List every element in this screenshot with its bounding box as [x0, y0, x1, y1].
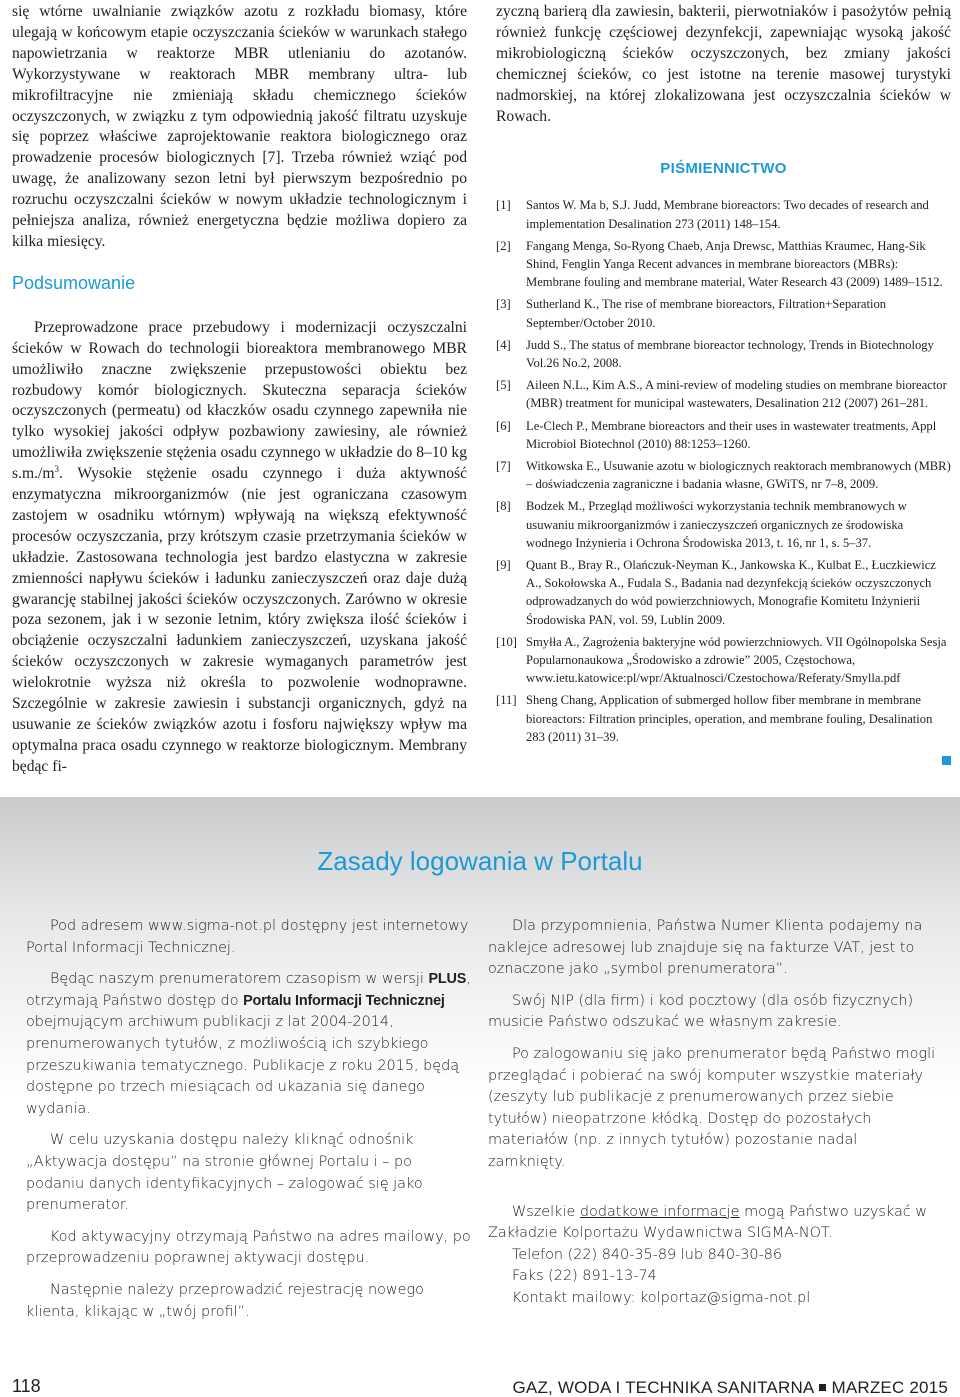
- reference-text: Le-Clech P., Membrane bioreactors and their uses in wastewater treatments, Appl Microbiol Biotechnol (2010) 88:1253–1260.: [526, 418, 937, 451]
- reference-number: [6]: [496, 418, 511, 433]
- info-paragraph: Następnie należy przeprowadzić rejestrację nowego klienta, klikając w „twój profil”.: [26, 1281, 424, 1320]
- article-right-column: [496, 2, 951, 750]
- reference-number: [7]: [496, 458, 511, 473]
- reference-item: [496, 691, 951, 746]
- reference-item: [496, 633, 951, 688]
- info-paragraph: Kod aktywacyjny otrzymają Państwo na adres mailowy, po przeprowadzeniu poprawnej aktywacji dostępu.: [26, 1228, 471, 1267]
- reference-text: Witkowska E., Usuwanie azotu w biologicznych reaktorach membranowych (MBR) – doświadczenia zagraniczne i badania własne, GWiTS, nr 7–8, 2009.: [526, 458, 951, 492]
- reference-number: [1]: [496, 198, 511, 213]
- reference-number: [2]: [496, 238, 511, 253]
- reference-text: Santos W. Ma b, S.J. Judd, Membrane bioreactors: Two decades of research and implementation Desalination 273 (2011) 148–154.: [526, 198, 929, 231]
- info-paragraph: Swój NIP (dla firm) i kod pocztowy (dla osób fizycznych) musicie Państwo odszukać we własnym zakresie.: [488, 992, 914, 1031]
- body-paragraph: zyczną barierą dla zawiesin, bakterii, pierwotniaków i pasożytów pełnią również funkcję częściowej dezynfekcji, zapewniając wysoką jakość mikrobiologiczną ścieków oczyszczonych, bez zmiany jakości chemicznej ścieków, co jest istotne na terenie masowej turystyki nadmorskiej, na której zlokalizowana jest oczyszczalnia ścieków w Rowach.: [496, 3, 951, 125]
- journal-footer: [512, 1378, 948, 1397]
- additional-info-link[interactable]: dodatkowe informacje: [579, 1203, 740, 1220]
- issue-date: MARZEC 2015: [831, 1378, 948, 1397]
- references-heading: PIŚMIENNICTWO: [660, 160, 787, 178]
- reference-text: Judd S., The status of membrane bioreactor technology, Trends in Biotechnology Vol.26 No.2, 2008.: [526, 337, 934, 370]
- reference-text: Smyłła A., Zagrożenia bakteryjne wód powierzchniowych. VII Ogólnopolska Sesja Popularnonaukowa „Środowisko a zdrowie” 2005, Częstochowa, www.ietu.katowice:pl/wpr/Aktualnosci/Czestochowa/Referaty/Smylla.pdf: [526, 634, 947, 686]
- reference-number: [4]: [496, 337, 511, 352]
- article-left-column: [12, 2, 467, 778]
- info-paragraph: Wszelkie dodatkowe informacje mogą Państwo uzyskać w Zakładzie Kolportażu Wydawnictwa SIGMA-NOT.: [488, 1203, 928, 1242]
- reference-item: [496, 295, 951, 331]
- portal-name: Portalu Informacji Technicznej: [243, 992, 445, 1009]
- reference-item: [496, 497, 951, 552]
- info-paragraph: Dla przypomnienia, Państwa Numer Klienta podajemy na naklejce adresowej lub znajduje się na fakturze VAT, jest to oznaczone jako „symbol prenumeratora”.: [488, 918, 923, 978]
- page-number: 118: [12, 1376, 41, 1396]
- reference-item: [496, 417, 951, 453]
- journal-name: GAZ, WODA I TECHNIKA SANITARNA: [512, 1378, 815, 1397]
- info-paragraph: Po zalogowaniu się jako prenumerator będą Państwo mogli przeglądać i pobierać na swój komputer wszystkie materiały (zeszyty lub publikacje z prenumerowanych przez siebie tytułów) nieopatrzone kłódką. Dostęp do pozostałych materiałów (np. z innych tytułów) pozostanie nadal zamknięty.: [488, 1045, 936, 1170]
- reference-item: [496, 376, 951, 412]
- plus-label: PLUS: [428, 971, 467, 988]
- reference-number: [8]: [496, 499, 511, 514]
- info-box-right-column: [488, 916, 936, 1310]
- reference-text: Aileen N.L., Kim A.S., A mini-review of modeling studies on membrane bioreactor (MBR) treatment for municipal wastewaters, Desalination 212 (2007) 261–281.: [526, 378, 947, 411]
- reference-number: [5]: [496, 378, 511, 393]
- info-box-title: Zasady logowania w Portalu: [317, 846, 643, 876]
- reference-text: Fangang Menga, So-Ryong Chaeb, Anja Drewsc, Matthias Kraumec, Hang-Sik Shind, Fenglin Yanga Recent advances in membrane bioreactors (MBRs): Membrane fouling and membrane material, Water Research 43 (2009) 1489–1512.: [526, 238, 943, 290]
- info-box-left-column: [26, 916, 472, 1333]
- reference-text: Bodzek M., Przegląd możliwości wykorzystania technik membranowych w usuwaniu mikroorganizmów i zanieczyszczeń organicznych ze środowiska wodnego Inżynieria i Ochrona Środowiska 2013, t. 16, nr 1, s. 5–37.: [526, 499, 907, 550]
- contact-email[interactable]: Kontakt mailowy: kolportaz@sigma-not.pl: [512, 1289, 811, 1306]
- info-paragraph: W celu uzyskania dostępu należy kliknąć odnośnik „Aktywacja dostępu” na stronie głównej Portalu i – po podaniu danych identyfikacyjnych – zalogować się jako prenumerator.: [26, 1132, 423, 1214]
- end-of-article-mark: [942, 756, 951, 765]
- reference-item: [496, 196, 951, 232]
- info-paragraph: Będąc naszym prenumeratorem czasopism w wersji PLUS, otrzymają Państwo dostęp do Portalu Informacji Technicznej obejmującym archiwum publikacji z lat 2004-2014, prenumerowanych tytułów, z możliwością ich szybkiego przeszukiwania tematycznego. Publikacje z roku 2015, będą dostępne po trzech miesiącach od ukazania się danego wydania.: [26, 971, 471, 1117]
- body-paragraph: Przeprowadzone prace przebudowy i modernizacji oczyszczalni ścieków w Rowach do technologii bioreaktora membranowego MBR umożliwiło znaczne zwiększenie przepustowości obiektu bez rozbudowy komór biologicznych. Skuteczna separacja ścieków oczyszczonych (permeatu) od kłaczków osadu czynnego zapewniła nie tylko wysokiej jakości odpływ pozbawiony zawiesiny, ale również umożliwiła zwiększenie stężenia osadu czynnego w układzie do 8–10 kg $s.m./m^3$. Wysokie stężenie osadu czynnego i duża aktywność enzymatyczna mikroorganizmów (nie jest ograniczana czasowym zastojem w osadniku wtórnym) wpływają na większą efektywność procesów oczyszczania, przy krótszym czasie przetrzymania ścieków w układzie. Zastosowana technologia jest bardzo elastyczna w zakresie zmienności napływu ścieków i ładunku zanieczyszczeń oraz daje dużą gwarancję stabilnej jakości ścieków oczyszczonych. Zarówno w okresie poza sezonem, jak i w sezonie letnim, który zwiększa ilość ścieków i obciążenie oczyszczalni ładunkiem zanieczyszczeń, uzyskana jakość ścieków oczyszczonych w zakresie wymaganych parametrów jest wielokrotnie wyższa niż określa to pozwolenie wodnoprawne. Szczególnie w zakresie zawiesin i substancji organicznych, gdyż na usuwanie ze ścieków związków azotu i fosforu największy wpływ ma optymalna praca osadu czynnego w reaktorze biologicznym. Membrany będąc fi-: [12, 318, 467, 775]
- reference-text: Sutherland K., The rise of membrane bioreactors, Filtration+Separation September/October 2010.: [526, 297, 887, 330]
- reference-number: [10]: [496, 634, 517, 649]
- reference-number: [9]: [496, 558, 511, 572]
- contact-phone: Telefon (22) 840-35-89 lub 840-30-86: [512, 1246, 783, 1263]
- info-paragraph: Pod adresem www.sigma-not.pl dostępny jest internetowy Portal Informacji Technicznej.: [26, 918, 469, 956]
- contact-fax: Faks (22) 891-13-74: [512, 1268, 657, 1285]
- reference-item: [496, 556, 951, 629]
- reference-text: Quant B., Bray R., Olańczuk-Neyman K., Jankowska K., Kulbat E., Łuczkiewicz A., Sokołowska A., Fudala S., Badania nad dezynfekcją ścieków oczyszczonych odprowadzanych do wód powierzchniowych, Monografie Komitetu Inżynierii Środowiska PAN, vol. 59, Lublin 2009.: [526, 558, 936, 627]
- reference-text: Sheng Chang, Application of submerged hollow fiber membrane in membrane bioreactors: Filtration principles, operation, and membrane fouling, Desalination 283 (2011) 31–39.: [526, 693, 933, 744]
- section-heading-summary: Podsumowanie: [12, 272, 136, 293]
- reference-item: [496, 457, 951, 493]
- references-list: [496, 196, 951, 746]
- reference-number: [3]: [496, 297, 511, 312]
- reference-number: [11]: [496, 693, 517, 708]
- reference-item: [496, 336, 951, 372]
- square-bullet-icon: [819, 1384, 826, 1391]
- reference-item: [496, 237, 951, 292]
- body-paragraph: się wtórne uwalnianie związków azotu z rozkładu biomasy, które ulegają w końcowym etapie oczyszczania ścieków w warunkach stałego napowietrzania w reaktorze MBR utlenianiu do azotanów. Wykorzystywane w reaktorach MBR membrany ultra- lub mikrofiltracyjne nie zmieniają składu chemicznego ścieków oczyszczonych, w związku z tym odpowiednią jakość filtratu uzyskuje się poprzez właściwe zaprojektowanie reaktora biologicznego oraz prowadzenie procesów biologicznych [7]. Trzeba również wziąć pod uwagę, że analizowany sezon letni był pierwszym bezpośrednio po rozruchu oczyszczalni ścieków w nowym układzie technologicznym i pełniejsza analiza, również energetyczna będzie możliwa dopiero za kilka miesięcy.: [12, 3, 467, 250]
